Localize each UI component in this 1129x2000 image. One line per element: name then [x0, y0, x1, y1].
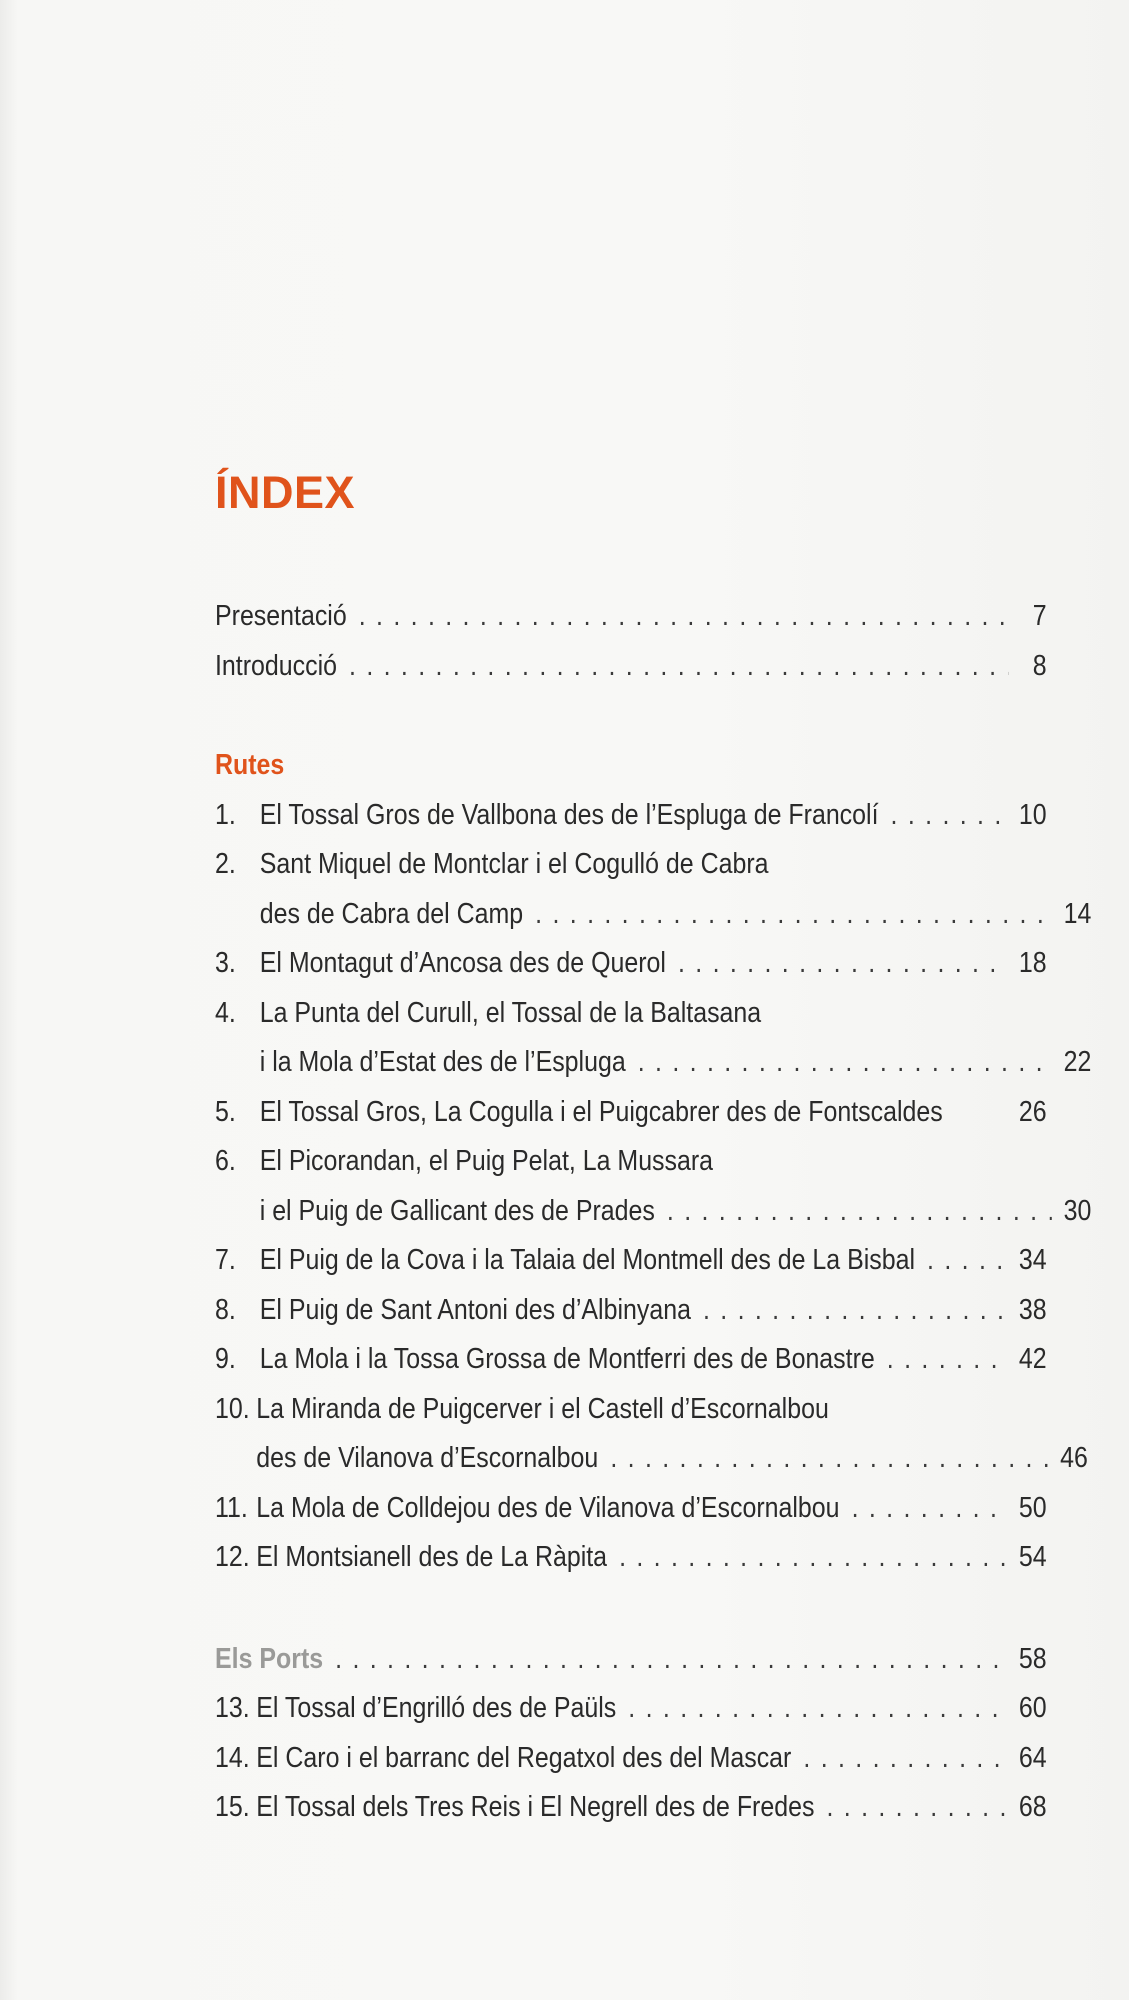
toc-entry-text: i la Mola d’Estat des de l’Espluga [259, 1046, 626, 1078]
toc-page-number: 34 [1018, 1244, 1047, 1276]
dot-leader [349, 642, 1009, 692]
toc-entry-text: des de Cabra del Camp [259, 897, 524, 930]
toc-entry-text: El Montagut d’Ancosa des de Querol [259, 947, 666, 979]
dot-leader [610, 1434, 1048, 1484]
toc-page-number: 10 [1018, 798, 1047, 831]
toc-entry-3[interactable] [215, 939, 1047, 989]
toc-entry-5[interactable] [215, 1088, 1047, 1138]
toc-page-number: 42 [1018, 1343, 1047, 1375]
toc-entry-text: La Mola de Colldejou des de Vilanova d’Escornalbou [256, 1491, 840, 1524]
toc-entry-number: 10. [215, 1392, 250, 1425]
section-heading-text: Els Ports [215, 1642, 324, 1675]
toc-entry-number: 7. [215, 1244, 236, 1276]
dot-leader [628, 1684, 1007, 1734]
toc-entry-2-continued[interactable] [215, 890, 1091, 940]
toc-entry-4[interactable] [215, 989, 1047, 1039]
dot-leader [803, 1734, 1006, 1784]
toc-page-number: 46 [1060, 1442, 1088, 1474]
toc-entry-7[interactable] [215, 1236, 1047, 1286]
toc-entry-number: 9. [215, 1343, 236, 1375]
toc-entry-text: Presentació [215, 600, 347, 632]
toc-entry-8[interactable] [215, 1286, 1047, 1336]
dot-leader [852, 1484, 1007, 1534]
section-heading-rutes: Rutes [215, 749, 285, 781]
toc-page-number: 60 [1018, 1692, 1047, 1724]
index-content [215, 467, 1092, 1833]
toc-page-number: 8 [1032, 649, 1047, 682]
toc-page-number: 7 [1032, 600, 1047, 632]
toc-entry-10[interactable] [215, 1385, 1047, 1435]
toc-entry-9[interactable] [215, 1335, 1047, 1385]
dot-leader [891, 791, 1007, 841]
toc-entry-introduccio[interactable] [215, 642, 1047, 692]
toc-page-number: 54 [1018, 1541, 1047, 1573]
toc-entry-text: El Tossal Gros de Vallbona des de l’Espluga de Francolí [259, 798, 879, 831]
dot-leader [619, 1533, 1007, 1583]
toc-entry-6[interactable] [215, 1137, 1047, 1187]
toc-entry-text: Introducció [215, 649, 337, 682]
toc-entry-number: 4. [215, 996, 236, 1029]
toc-entry-number: 11. [215, 1491, 248, 1524]
toc-entry-number: 1. [215, 798, 236, 831]
toc-page-number: 68 [1018, 1791, 1047, 1823]
toc-entry-number: 2. [215, 848, 236, 880]
toc-entry-10-continued[interactable] [215, 1434, 1088, 1484]
dot-leader [887, 1335, 1007, 1385]
toc-entry-text: El Montsianell des de La Ràpita [256, 1541, 608, 1573]
toc-page-number: 14 [1063, 897, 1092, 930]
toc-page-number: 18 [1018, 947, 1047, 979]
toc-page-number: 50 [1018, 1491, 1047, 1524]
toc-entry-1[interactable] [215, 791, 1047, 841]
dot-leader [638, 1038, 1052, 1088]
dot-leader [927, 1236, 1007, 1286]
toc-entry-12[interactable] [215, 1533, 1047, 1583]
dot-leader [703, 1286, 1007, 1336]
toc-entry-4-continued[interactable] [215, 1038, 1091, 1088]
toc-entry-text: i el Puig de Gallicant des de Prades [259, 1194, 655, 1227]
index-title: ÍNDEX [215, 467, 356, 518]
toc-entry-text: La Mola i la Tossa Grossa de Montferri des de Bonastre [259, 1343, 875, 1375]
toc-page-number: 38 [1018, 1293, 1047, 1326]
toc-entry-2[interactable] [215, 840, 1047, 890]
dot-leader [678, 939, 1007, 989]
dot-leader [335, 1635, 1007, 1685]
toc-entry-text: Sant Miquel de Montclar i el Cogulló de Cabra [259, 848, 769, 880]
toc-entry-number: 8. [215, 1293, 236, 1326]
toc-entry-number: 12. [215, 1541, 250, 1573]
toc-entry-text: El Tossal d’Engrilló des de Paüls [256, 1692, 617, 1724]
toc-entry-14[interactable] [215, 1734, 1047, 1784]
toc-entry-number: 6. [215, 1145, 236, 1177]
toc-entry-text: El Puig de la Cova i la Talaia del Montmell des de La Bisbal [259, 1244, 916, 1276]
toc-entry-text: El Tossal Gros, La Cogulla i el Puigcabrer des de Fontscaldes [259, 1095, 943, 1128]
toc-entry-15[interactable] [215, 1783, 1047, 1833]
toc-entry-text: El Caro i el barranc del Regatxol des del Mascar [256, 1741, 792, 1774]
toc-entry-number: 13. [215, 1692, 250, 1724]
toc-entry-number: 3. [215, 947, 236, 979]
toc-entry-13[interactable] [215, 1684, 1047, 1734]
toc-entry-number: 5. [215, 1095, 236, 1128]
toc-entry-text: El Puig de Sant Antoni des d’Albinyana [259, 1293, 691, 1326]
toc-page-number: 22 [1063, 1046, 1092, 1078]
toc-entry-text: La Punta del Curull, el Tossal de la Baltasana [259, 996, 762, 1029]
toc-entry-number: 14. [215, 1741, 250, 1774]
toc-entry-text: El Picorandan, el Puig Pelat, La Mussara [259, 1145, 714, 1177]
dot-leader [826, 1783, 1006, 1833]
toc-entry-text: des de Vilanova d’Escornalbou [256, 1442, 599, 1474]
section-heading-els-ports[interactable] [215, 1635, 1047, 1685]
toc-entry-text: El Tossal dels Tres Reis i El Negrell des de Fredes [256, 1791, 815, 1823]
dot-leader [535, 890, 1051, 940]
dot-leader [359, 592, 1009, 642]
toc-page-number: 58 [1018, 1642, 1047, 1675]
dot-leader [667, 1187, 1052, 1237]
toc-entry-11[interactable] [215, 1484, 1047, 1534]
toc-entry-6-continued[interactable] [215, 1187, 1091, 1237]
toc-page-number: 30 [1063, 1194, 1092, 1227]
toc-page-number: 64 [1018, 1741, 1047, 1774]
toc-entry-number: 15. [215, 1791, 250, 1823]
toc-entry-presentacio[interactable] [215, 592, 1047, 642]
toc-page-number: 26 [1018, 1095, 1047, 1128]
toc-entry-text: La Miranda de Puigcerver i el Castell d’Escornalbou [256, 1392, 829, 1425]
